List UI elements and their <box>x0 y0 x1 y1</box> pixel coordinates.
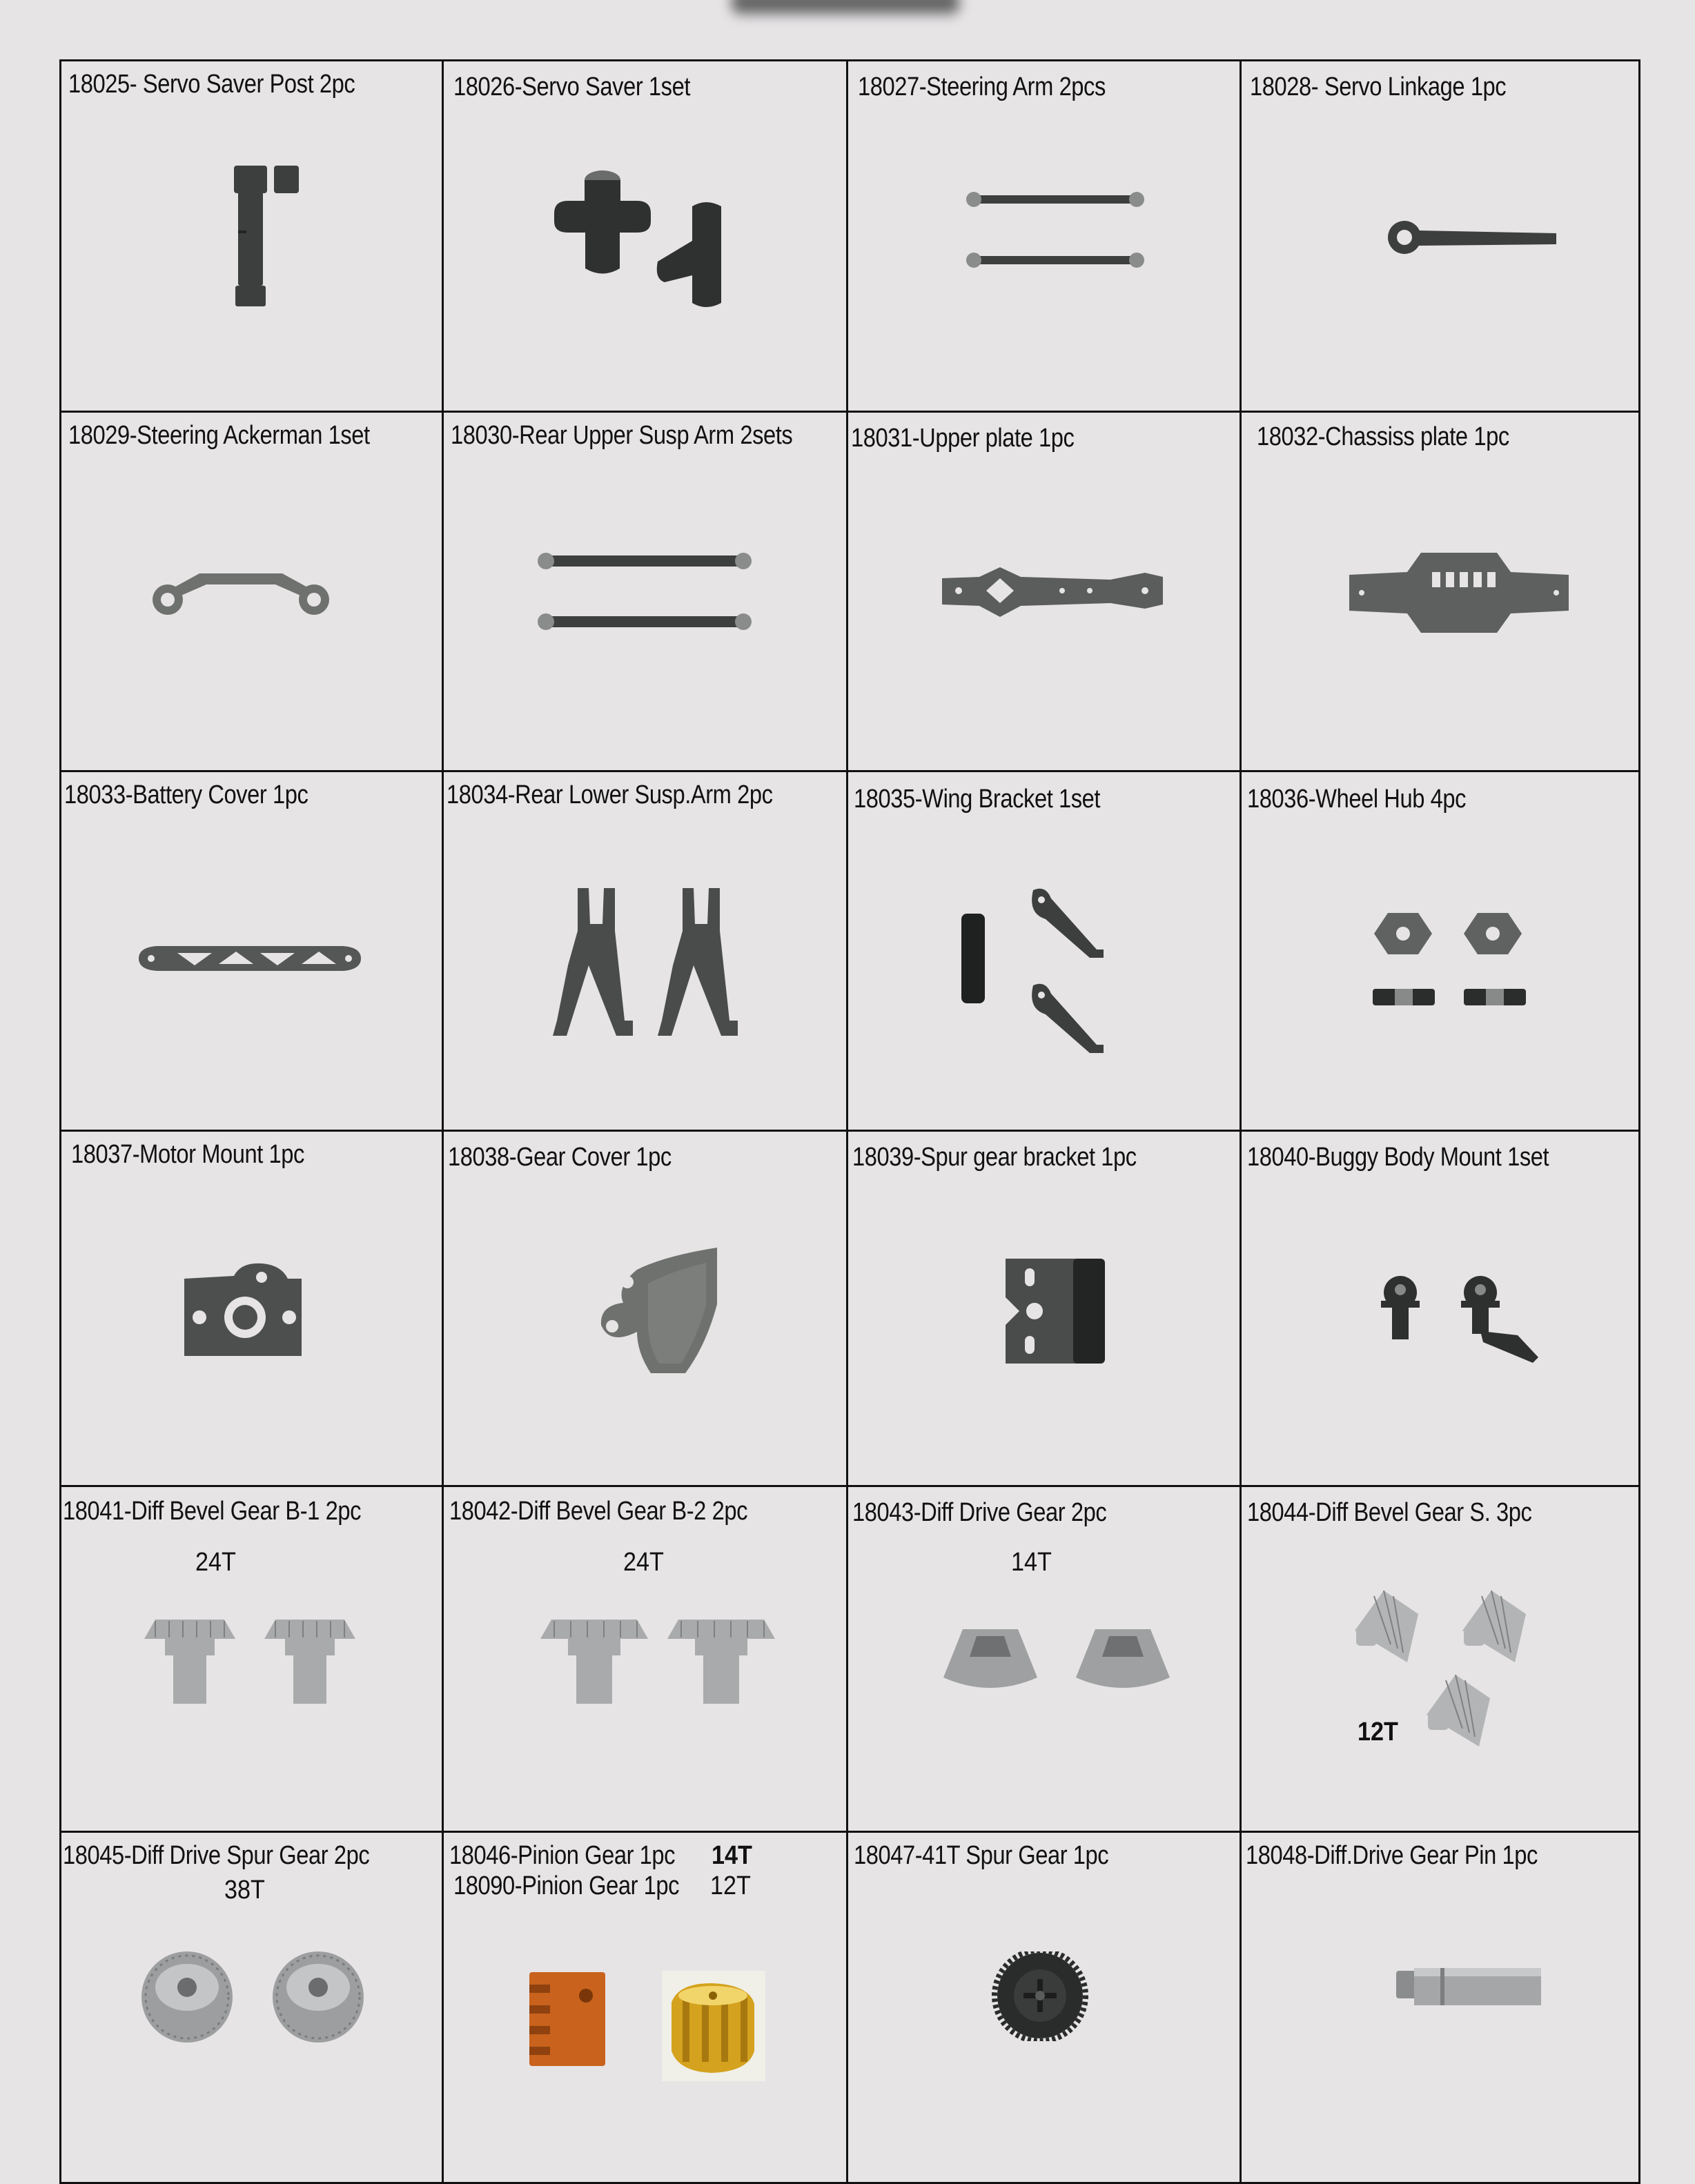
part-label: 18031-Upper plate 1pc <box>851 424 1075 453</box>
part-label: 18046-Pinion Gear 1pc <box>449 1841 676 1870</box>
part-cell-18048 <box>1241 1832 1640 2183</box>
part-label: 18035-Wing Bracket 1set <box>854 785 1101 814</box>
part-cell-18046 <box>443 1832 848 2183</box>
small-bevel-gear-icon <box>1349 1586 1542 1773</box>
part-cell-18033 <box>61 771 443 1131</box>
part-cell-18028 <box>1241 61 1640 412</box>
part-label: 18039-Spur gear bracket 1pc <box>852 1143 1137 1172</box>
wing-bracket-icon <box>959 886 1138 1072</box>
table-row <box>61 61 1640 412</box>
part-cell-18044 <box>1241 1486 1640 1832</box>
part-label: 18045-Diff Drive Spur Gear 2pc <box>63 1841 370 1870</box>
part-cell-18026 <box>443 61 848 412</box>
teeth-count-label-secondary: 12T <box>710 1871 751 1900</box>
part-cell-18039 <box>848 1131 1241 1486</box>
part-label: 18037-Motor Mount 1pc <box>71 1140 304 1169</box>
table-row <box>61 1832 1640 2183</box>
parts-table <box>59 59 1640 2184</box>
servo-saver-post-icon <box>234 161 275 313</box>
teeth-count-label: 14T <box>1011 1548 1052 1577</box>
drive-gear-pin-icon <box>1393 1962 1545 2011</box>
part-cell-18043 <box>848 1486 1241 1832</box>
part-cell-18031 <box>848 412 1241 771</box>
buggy-body-mount-icon <box>1380 1273 1545 1370</box>
part-label: 18038-Gear Cover 1pc <box>448 1143 672 1172</box>
spur-gear-bracket-icon <box>1001 1256 1112 1366</box>
part-cell-18035 <box>848 771 1241 1131</box>
diff-drive-spur-gear-icon <box>129 1949 384 2045</box>
rear-upper-susp-arm-icon <box>533 547 754 637</box>
teeth-count-label: 38T <box>224 1876 265 1905</box>
steering-arm-icon <box>963 186 1149 275</box>
pinion-gear-icon <box>527 1968 768 2085</box>
part-cell-18041 <box>61 1486 443 1832</box>
part-label: 18029-Steering Ackerman 1set <box>68 421 370 450</box>
teeth-count-label: 14T <box>712 1841 752 1870</box>
motor-mount-icon <box>179 1259 310 1363</box>
table-row <box>61 1486 1640 1832</box>
part-cell-18040 <box>1241 1131 1640 1486</box>
part-cell-18047 <box>848 1832 1241 2183</box>
part-cell-18037 <box>61 1131 443 1486</box>
part-label: 18025- Servo Saver Post 2pc <box>68 70 355 99</box>
part-label: 18044-Diff Bevel Gear S. 3pc <box>1247 1498 1532 1527</box>
teeth-count-label: 24T <box>623 1548 664 1577</box>
part-cell-18045 <box>61 1832 443 2183</box>
part-label: 18043-Diff Drive Gear 2pc <box>852 1498 1107 1527</box>
blurred-header-logo <box>732 0 959 14</box>
part-label: 18028- Servo Linkage 1pc <box>1250 72 1507 101</box>
battery-cover-icon <box>136 938 364 979</box>
part-cell-18030 <box>443 412 848 771</box>
teeth-count-label: 12T <box>1358 1718 1398 1747</box>
diff-drive-gear-icon <box>942 1615 1177 1698</box>
table-row <box>61 1131 1640 1486</box>
rear-lower-susp-arm-icon <box>547 883 754 1041</box>
part-label: 18033-Battery Cover 1pc <box>64 780 308 809</box>
part-cell-18042 <box>443 1486 848 1832</box>
part-label: 18042-Diff Bevel Gear B-2 2pc <box>449 1497 747 1526</box>
chassis-plate-icon <box>1345 547 1573 637</box>
part-cell-18038 <box>443 1131 848 1486</box>
servo-linkage-icon <box>1384 217 1563 258</box>
part-label: 18026-Servo Saver 1set <box>453 72 690 101</box>
part-label: 18030-Rear Upper Susp Arm 2sets <box>451 421 793 450</box>
part-label: 18047-41T Spur Gear 1pc <box>854 1841 1109 1870</box>
table-row <box>61 412 1640 771</box>
steering-ackerman-icon <box>151 568 331 616</box>
part-label-secondary: 18090-Pinion Gear 1pc <box>453 1871 680 1900</box>
part-cell-18029 <box>61 412 443 771</box>
part-label: 18036-Wheel Hub 4pc <box>1247 785 1467 814</box>
part-label: 18032-Chassiss plate 1pc <box>1257 422 1509 451</box>
part-cell-18036 <box>1241 771 1640 1131</box>
part-label: 18027-Steering Arm 2pcs <box>858 72 1106 101</box>
upper-plate-icon <box>938 564 1166 620</box>
part-label: 18041-Diff Bevel Gear B-1 2pc <box>63 1497 361 1526</box>
table-row <box>61 771 1640 1131</box>
part-cell-18032 <box>1241 412 1640 771</box>
part-cell-18027 <box>848 61 1241 412</box>
gear-cover-icon <box>596 1242 720 1380</box>
part-cell-18025 <box>61 61 443 412</box>
diff-bevel-gear-icon <box>538 1611 779 1708</box>
diff-bevel-gear-icon <box>141 1611 362 1708</box>
part-label: 18048-Diff.Drive Gear Pin 1pc <box>1246 1841 1538 1870</box>
servo-saver-icon <box>547 165 734 317</box>
teeth-count-label: 24T <box>195 1548 236 1577</box>
spur-gear-icon <box>986 1951 1097 2041</box>
part-label: 18040-Buggy Body Mount 1set <box>1247 1143 1549 1172</box>
wheel-hub-icon <box>1370 903 1529 1014</box>
part-cell-18034 <box>443 771 848 1131</box>
part-label: 18034-Rear Lower Susp.Arm 2pc <box>447 780 773 809</box>
